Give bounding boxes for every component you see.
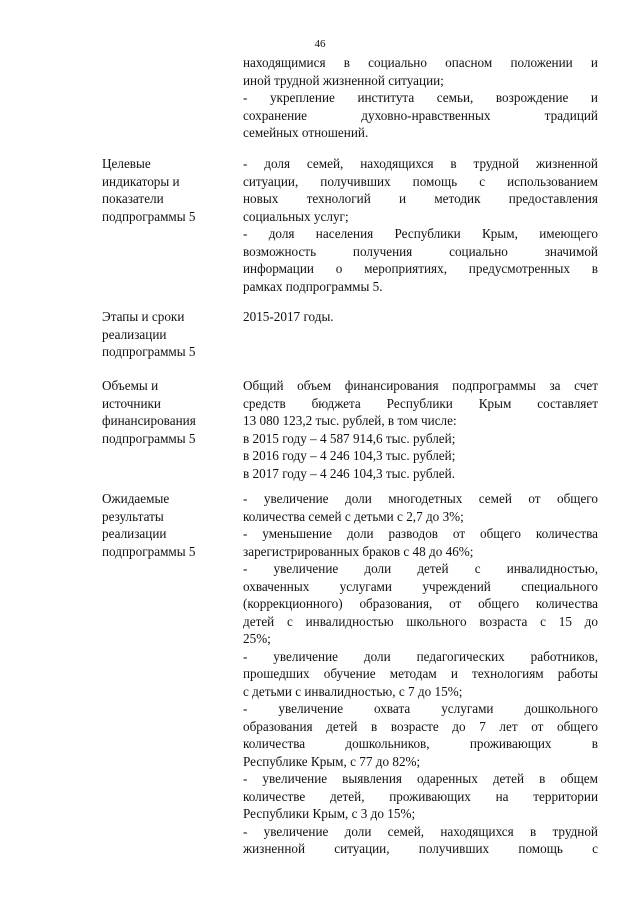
label-line: подпрограммы 5 <box>102 543 196 559</box>
row-text-financing <box>243 377 598 482</box>
text-line: - увеличение охвата услугами дошкольного <box>243 701 598 716</box>
label-line: Ожидаемые <box>102 491 170 506</box>
label-line: Этапы и сроки <box>102 309 185 324</box>
intro-line: находящимися в социально опасном положении и <box>243 55 598 70</box>
text-line: возможность получения социально значимой <box>243 243 598 259</box>
text-line: 13 080 123,2 тыс. рублей, в том числе: <box>243 413 457 428</box>
text-line: зарегистрированных браков с 48 до 46%; <box>243 543 474 559</box>
text-line: - уменьшение доли разводов от общего количества <box>243 526 598 541</box>
label-line: подпрограммы 5 <box>102 344 196 359</box>
text-line: Республике Крым, с 77 до 82%; <box>243 753 421 769</box>
text-line: - увеличение доли детей с инвалидностью, <box>243 561 598 576</box>
label-line: показатели <box>102 191 164 206</box>
text-line: - увеличение доли педагогических работников, <box>243 648 598 664</box>
intro-line: иной трудной жизненной ситуации; <box>243 72 444 88</box>
text-line: (коррекционного) образования, от общего количества <box>243 596 598 611</box>
label-line: подпрограммы 5 <box>102 208 196 224</box>
text-line: рамках подпрограммы 5. <box>243 278 383 294</box>
text-line: количестве детей, проживающих на территории <box>243 788 598 804</box>
text-line: в 2017 году – 4 246 104,3 тыс. рублей. <box>243 465 455 481</box>
label-line: подпрограммы 5 <box>102 430 196 446</box>
text-line: в 2016 году – 4 246 104,3 тыс. рублей; <box>243 448 456 463</box>
text-line: детей с инвалидностью школьного возраста с 15 до <box>243 613 598 629</box>
text-line: - увеличение доли многодетных семей от общего <box>243 491 598 506</box>
row-label-indicators <box>102 155 234 225</box>
label-line: финансирования <box>102 413 196 428</box>
text-line: охваченных услугами учреждений специального <box>243 578 598 594</box>
text-line: прошедших обучение методам и технологиям работы <box>243 666 598 681</box>
label-line: источники <box>102 395 161 411</box>
intro-line: - укрепление института семьи, возрождение и <box>243 90 598 105</box>
intro-line: сохранение духовно-нравственных традиций <box>243 107 598 123</box>
text-line: - доля населения Республики Крым, имеющего <box>243 226 598 241</box>
text-line: - доля семей, находящихся в трудной жизненной <box>243 156 598 171</box>
text-line: количества семей с детьми с 2,7 до 3%; <box>243 508 464 524</box>
text-line: образования детей в возрасте до 7 лет от общего <box>243 718 598 734</box>
row-text-results <box>243 490 598 858</box>
row-label-financing <box>102 377 234 447</box>
intro-text <box>243 54 598 142</box>
text-line: 2015-2017 годы. <box>243 309 334 324</box>
intro-line: семейных отношений. <box>243 125 369 140</box>
text-line: - увеличение выявления одаренных детей в общем <box>243 771 598 786</box>
page-number: 46 <box>314 38 326 50</box>
label-line: Целевые <box>102 156 151 171</box>
text-line: - увеличение доли семей, находящихся в трудной <box>243 823 598 839</box>
row-text-stages <box>243 308 598 326</box>
text-line: с детьми с инвалидностью, с 7 до 15%; <box>243 683 463 699</box>
text-line: количества дошкольников, проживающих в <box>243 736 598 751</box>
text-line: ситуации, получивших помощь с использованием <box>243 173 598 189</box>
row-label-results <box>102 490 234 560</box>
text-line: Общий объем финансирования подпрограммы за счет <box>243 378 598 393</box>
label-line: индикаторы и <box>102 173 180 189</box>
label-line: реализации <box>102 526 167 541</box>
text-line: информации о мероприятиях, предусмотренных в <box>243 261 598 276</box>
text-line: средств бюджета Республики Крым составляет <box>243 395 598 411</box>
label-line: реализации <box>102 326 167 342</box>
text-line: социальных услуг; <box>243 208 349 224</box>
label-line: Объемы и <box>102 378 159 393</box>
text-line: в 2015 году – 4 587 914,6 тыс. рублей; <box>243 430 456 446</box>
label-line: результаты <box>102 508 164 524</box>
row-text-indicators <box>243 155 598 295</box>
text-line: жизненной ситуации, получивших помощь с <box>243 841 598 856</box>
text-line: Республики Крым, с 3 до 15%; <box>243 806 416 821</box>
row-label-stages <box>102 308 234 361</box>
text-line: новых технологий и методик предоставления <box>243 191 598 206</box>
text-line: 25%; <box>243 631 271 646</box>
